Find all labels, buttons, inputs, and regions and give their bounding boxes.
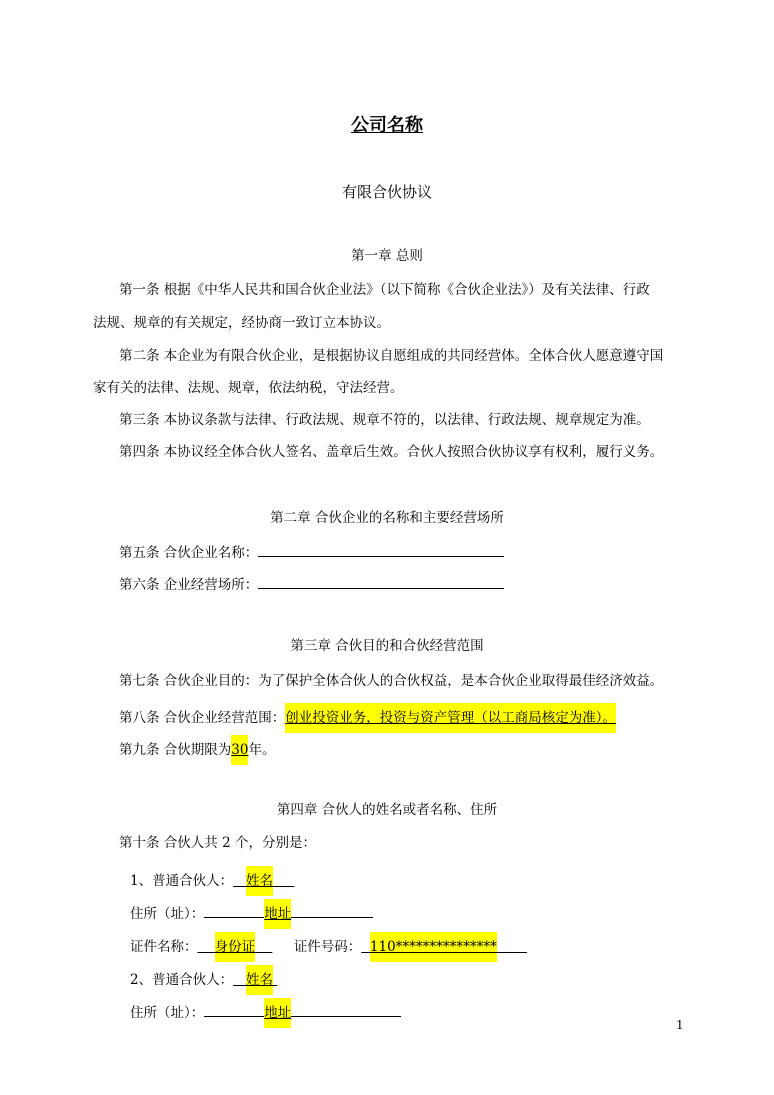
- chapter-3-heading: 第三章 合伙目的和合伙经营范围: [290, 638, 484, 654]
- company-title: 公司名称: [351, 115, 423, 136]
- partner-2-address-label: 住所（址）：: [130, 1005, 205, 1021]
- article-8-label: 第八条 合伙企业经营范围：: [119, 710, 286, 726]
- company-name-blank: [258, 541, 504, 557]
- article-7: 第七条 合伙企业目的：为了保护全体合伙人的合伙权益，是本合伙企业取得最佳经济效益。: [119, 673, 664, 689]
- business-scope-value: 创业投资业务，投资与资产管理（以工商局核定为准）。: [285, 703, 616, 733]
- page-number: 1: [676, 1018, 684, 1032]
- business-location-blank: [258, 573, 504, 589]
- id-type-label: 证件名称：: [130, 939, 198, 955]
- article-6-label: 第六条 企业经营场所：: [119, 577, 259, 593]
- agreement-title: 有限合伙协议: [341, 183, 432, 201]
- partner-1-name: 姓名: [246, 866, 273, 896]
- article-6: [119, 573, 504, 595]
- article-1-line-2: 法规、规章的有关规定，经协商一致订立本协议。: [93, 315, 390, 331]
- id-type-value: 身份证: [215, 932, 256, 962]
- article-3: 第三条 本协议条款与法律、行政法规、规章不符的，以法律、行政法规、规章规定为准。: [119, 412, 650, 428]
- article-2-line-1: 第二条 本企业为有限合伙企业，是根据协议自愿组成的共同经营体。全体合伙人愿意遵守国: [119, 348, 664, 364]
- article-5-label: 第五条 合伙企业名称：: [119, 545, 259, 561]
- chapter-4-heading: 第四章 合伙人的姓名或者名称、住所: [276, 802, 498, 818]
- chapter-2-heading: 第二章 合伙企业的名称和主要经营场所: [270, 510, 504, 526]
- article-8: [119, 703, 616, 733]
- partner-1-row: [130, 866, 294, 896]
- article-10: 第十条 合伙人共 2 个，分别是：: [119, 835, 316, 851]
- article-9-suffix: 年。: [248, 742, 276, 758]
- partner-1-address: 地址: [264, 899, 291, 929]
- partner-1-address-label: 住所（址）：: [130, 906, 205, 922]
- partner-2-address: 地址: [264, 998, 291, 1028]
- id-number-value: 110***************: [370, 932, 497, 962]
- partner-2-label: 2、普通合伙人：: [130, 972, 234, 988]
- article-9-prefix: 第九条 合伙期限为: [119, 742, 232, 758]
- partner-2-address-row: [130, 998, 401, 1028]
- partner-2-row: [130, 965, 277, 995]
- article-2-line-2: 家有关的法律、法规、规章，依法纳税，守法经营。: [93, 380, 404, 396]
- chapter-1-heading: 第一章 总则: [351, 248, 423, 264]
- article-4: 第四条 本协议经全体合伙人签名、盖章后生效。合伙人按照合伙协议享有权利，履行义务。: [119, 444, 664, 460]
- partner-1-address-row: [130, 899, 373, 929]
- partner-1-label: 1、普通合伙人：: [130, 873, 234, 889]
- partner-1-id-row: [130, 932, 527, 962]
- partner-2-name: 姓名: [246, 965, 273, 995]
- id-number-label: 证件号码：: [293, 939, 362, 955]
- article-9: [119, 735, 275, 765]
- term-years-value: 30: [231, 735, 248, 765]
- article-5: [119, 541, 504, 563]
- article-1-line-1: 第一条 根据《中华人民共和国合伙企业法》（以下简称《合伙企业法》）及有关法律、行政: [119, 282, 650, 298]
